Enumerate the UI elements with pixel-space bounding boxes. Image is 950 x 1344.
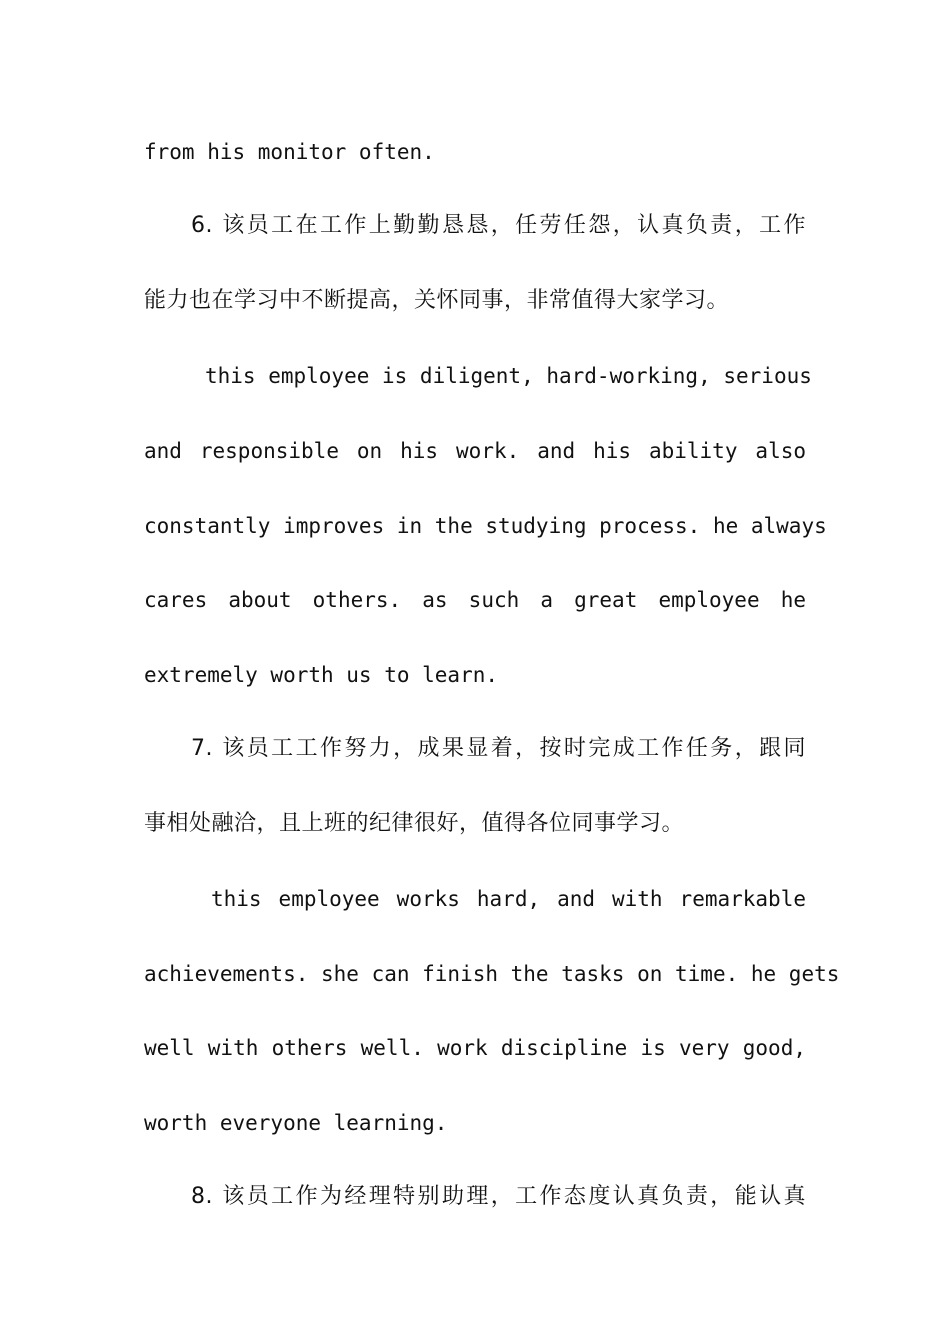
paragraph-line: and responsible on his work. and his ability also (144, 439, 806, 463)
paragraph-line: 6. 该员工在工作上勤勤恳恳，任劳任怨，认真负责，工作 (191, 213, 806, 238)
paragraph-line: 事相处融洽，且上班的纪律很好，值得各位同事学习。 (144, 811, 685, 836)
paragraph-line: from his monitor often. (144, 140, 435, 164)
paragraph-line: well with others well. work discipline is very good, (144, 1036, 806, 1060)
paragraph-line: 能力也在学习中不断提高，关怀同事，非常值得大家学习。 (144, 288, 730, 313)
paragraph-line: 8. 该员工作为经理特别助理，工作态度认真负责，能认真 (191, 1184, 806, 1209)
paragraph-line: extremely worth us to learn. (144, 663, 499, 687)
paragraph-line: constantly improves in the studying process. he always (144, 514, 827, 538)
paragraph-line: this employee works hard, and with remarkable (211, 887, 806, 911)
paragraph-line: worth everyone learning. (144, 1111, 448, 1135)
paragraph-line: achievements. she can finish the tasks on time. he gets (144, 962, 840, 986)
paragraph-line: cares about others. as such a great employee he (144, 588, 806, 612)
paragraph-line: this employee is diligent, hard-working, serious (205, 364, 812, 388)
paragraph-line: 7. 该员工工作努力，成果显着，按时完成工作任务，跟同 (191, 736, 806, 761)
